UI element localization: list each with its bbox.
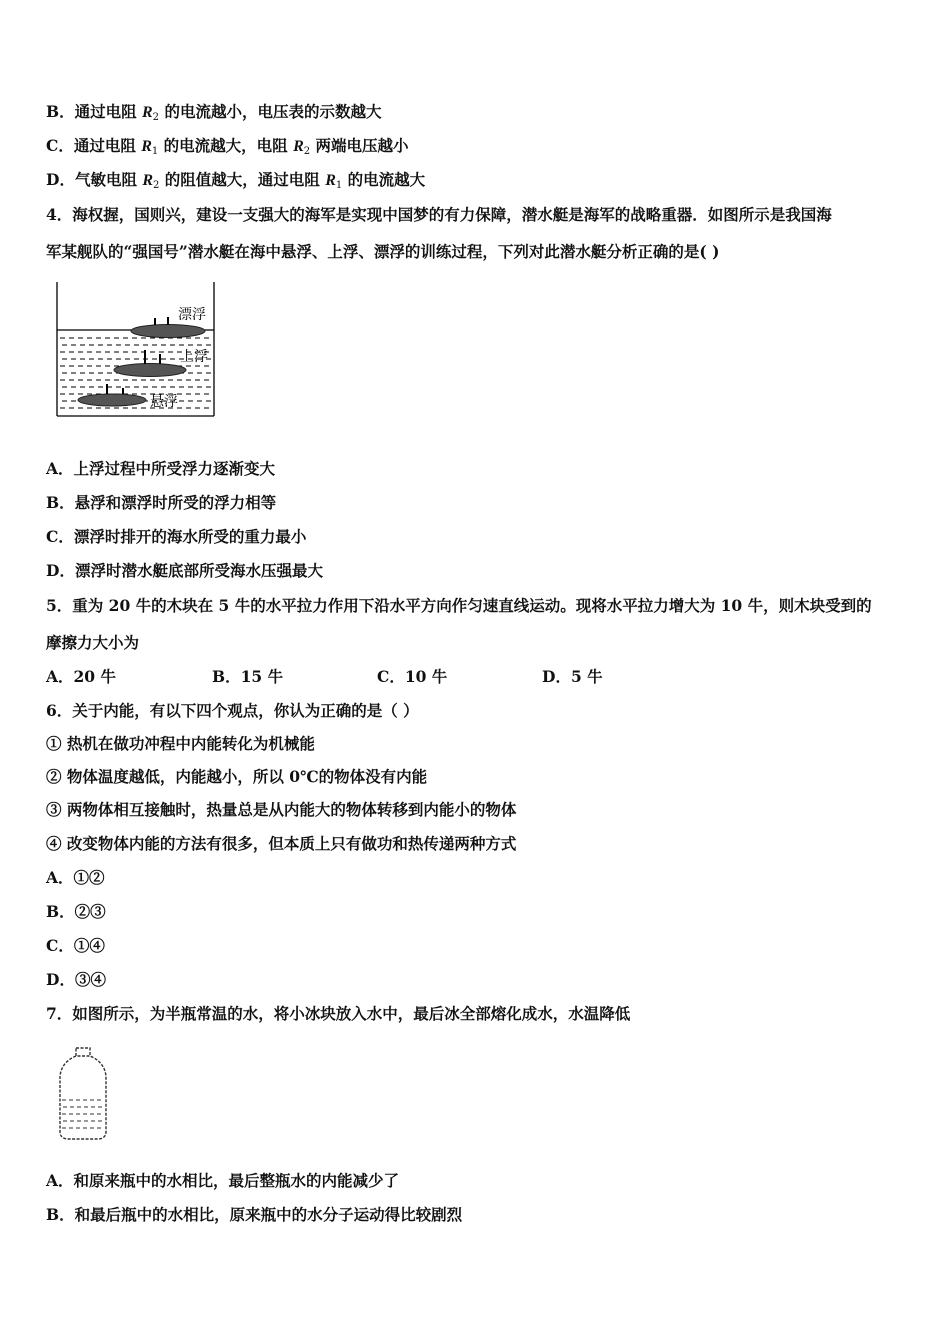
q6-option-a: A．①② (46, 868, 105, 887)
q6-statement-2: ② 物体温度越低，内能越小，所以 0℃的物体没有内能 (46, 767, 428, 786)
q4-option-d: D．漂浮时潜水艇底部所受海水压强最大 (46, 561, 323, 580)
submarine-figure (50, 278, 220, 423)
label-float: 漂浮 (178, 307, 206, 323)
q7-stem: 7．如图所示，为半瓶常温的水，将小冰块放入水中，最后冰全部熔化成水，水温降低 (46, 1004, 631, 1023)
q5-stem-line1: 5．重为 20 牛的木块在 5 牛的水平拉力作用下沿水平方向作匀速直线运动。现将水平拉力增大为 10 牛，则木块受到的 (46, 596, 872, 615)
label-rise: 上浮 (180, 349, 208, 365)
q6-option-b: B．②③ (46, 902, 106, 921)
q6-statement-4: ④ 改变物体内能的方法有很多，但本质上只有做功和热传递两种方式 (46, 834, 517, 853)
label-suspend: 悬浮 (150, 394, 178, 410)
q4-option-c: C．漂浮时排开的海水所受的重力最小 (46, 527, 307, 546)
q7-option-b: B．和最后瓶中的水相比，原来瓶中的水分子运动得比较剧烈 (46, 1205, 463, 1224)
q3-option-d: D．气敏电阻 $R_2$ 的阻值越大，通过电阻 $R_1$ 的电流越大 (46, 170, 426, 191)
q5-option-c: C．10 牛 (377, 667, 448, 686)
q6-option-c: C．①④ (46, 936, 105, 955)
q3-option-b: B．通过电阻 $R_2$ 的电流越小，电压表的示数越大 (46, 102, 382, 123)
q3-option-c: C．通过电阻 $R_1$ 的电流越大，电阻 $R_2$ 两端电压越小 (46, 136, 409, 157)
q6-stem: 6．关于内能，有以下四个观点，你认为正确的是（ ） (46, 701, 419, 720)
q6-statement-3: ③ 两物体相互接触时，热量总是从内能大的物体转移到内能小的物体 (46, 800, 517, 819)
q4-stem-line1: 4．海权握，国则兴，建设一支强大的海军是实现中国梦的有力保障，潜水艇是海军的战略重器．如图所示是我国海 (46, 205, 832, 224)
q5-option-b: B．15 牛 (212, 667, 284, 686)
q5-option-d: D．5 牛 (542, 667, 603, 686)
q7-option-a: A．和原来瓶中的水相比，最后整瓶水的内能减少了 (46, 1171, 400, 1190)
q4-option-a: A．上浮过程中所受浮力逐渐变大 (46, 459, 276, 478)
bottle-figure (52, 1044, 114, 1142)
q4-option-b: B．悬浮和漂浮时所受的浮力相等 (46, 493, 277, 512)
q6-option-d: D．③④ (46, 970, 106, 989)
q5-stem-line2: 摩擦力大小为 (46, 633, 140, 652)
q4-stem-line2: 军某舰队的“强国号”潜水艇在海中悬浮、上浮、漂浮的训练过程，下列对此潜水艇分析正确的是( ) (46, 242, 720, 261)
q5-option-a: A．20 牛 (46, 667, 116, 686)
q6-statement-1: ① 热机在做功冲程中内能转化为机械能 (46, 734, 315, 753)
submarine-rising (114, 350, 186, 377)
